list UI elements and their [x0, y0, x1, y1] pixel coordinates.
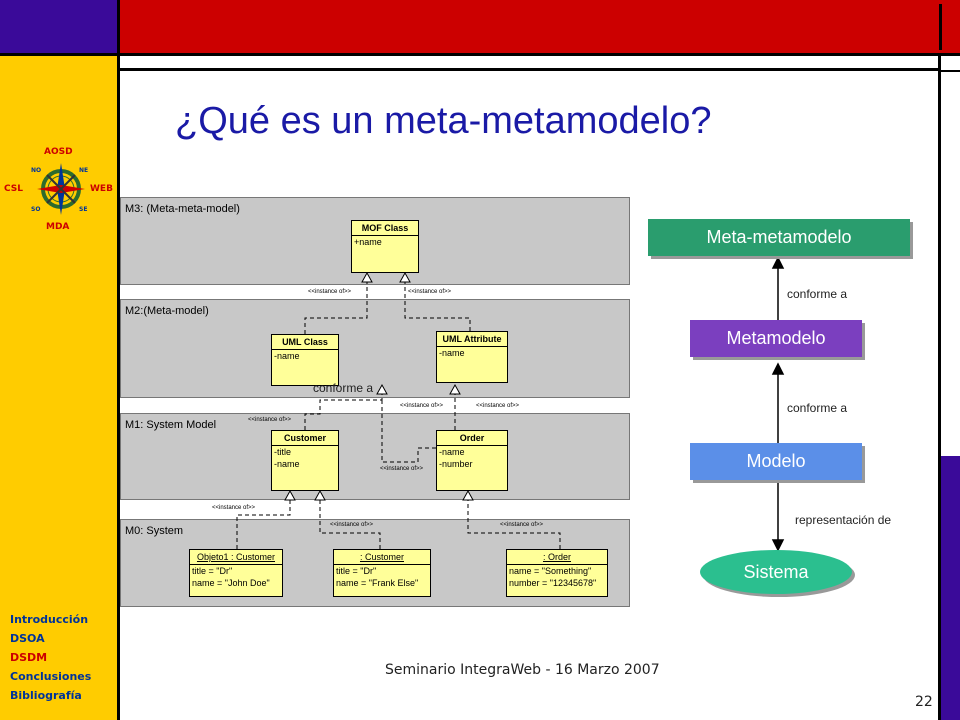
modelo-box: Modelo	[690, 443, 862, 480]
logo-top: AOSD	[44, 147, 73, 157]
layer-m2-label: M2:(Meta-model)	[125, 305, 209, 317]
conforme-overlay-label: conforme a	[313, 381, 374, 395]
logo-ne: NE	[79, 167, 89, 174]
instance-of-label: <<instance of>>	[400, 403, 444, 409]
meta-metamodelo-box: Meta-metamodelo	[648, 219, 910, 256]
object3-attr: name = "Something"	[509, 566, 592, 576]
nav-item-introduccion[interactable]: Introducción	[10, 613, 89, 626]
conforme-a-label: conforme a	[787, 401, 848, 415]
instance-of-label: <<instance of>>	[308, 289, 352, 295]
layer-m1-label: M1: System Model	[125, 419, 217, 431]
uml-attribute-attr: -name	[439, 348, 465, 358]
layer-m3-label: M3: (Meta-meta-model)	[125, 203, 240, 215]
nav-item-dsdm[interactable]: DSDM	[10, 651, 48, 664]
customer-attr: -name	[274, 459, 300, 469]
customer-attr: -title	[274, 447, 292, 457]
uml-attribute-name: UML Attribute	[437, 332, 507, 347]
object1-attr: title = "Dr"	[192, 566, 233, 576]
order-name: Order	[437, 431, 507, 446]
nav-item-dsoa[interactable]: DSOA	[10, 632, 45, 645]
nav-item-bibliografia[interactable]: Bibliografía	[10, 689, 82, 702]
page-title: ¿Qué es un meta-metamodelo?	[175, 100, 712, 142]
instance-of-label: <<instance of>>	[248, 417, 292, 423]
layer-m0-label: M0: System	[125, 525, 184, 537]
logo-bottom: MDA	[46, 222, 70, 232]
sistema-ellipse: Sistema	[700, 550, 852, 594]
uml-class-name: UML Class	[272, 335, 338, 350]
object1-attr: name = "John Doe"	[192, 578, 270, 588]
object2-name: : Customer	[334, 550, 430, 565]
object2-attr: name = "Frank Else"	[336, 578, 419, 588]
logo-se: SE	[79, 206, 88, 213]
object2-attr: title = "Dr"	[336, 566, 377, 576]
page-number: 22	[915, 694, 933, 710]
instance-of-label: <<instance of>>	[476, 403, 520, 409]
instance-of-label: <<instance of>>	[500, 522, 544, 528]
representacion-label: representación de	[795, 513, 892, 527]
logo-so: SO	[31, 206, 41, 213]
instance-of-label: <<instance of>>	[380, 466, 424, 472]
footer-text: Seminario IntegraWeb - 16 Marzo 2007	[385, 662, 660, 678]
uml-class-attr: -name	[274, 351, 300, 361]
order-attr: -number	[439, 459, 473, 469]
object1-name: Objeto1 : Customer	[190, 550, 282, 565]
instance-of-label: <<instance of>>	[330, 522, 374, 528]
instance-of-label: <<instance of>>	[408, 289, 452, 295]
object3-name: : Order	[507, 550, 607, 565]
mof-class-attr: +name	[354, 237, 382, 247]
object3-attr: number = "12345678"	[509, 578, 597, 588]
logo-left: CSL	[4, 184, 23, 194]
logo-no: NO	[31, 167, 42, 174]
conforme-a-label: conforme a	[787, 287, 848, 301]
logo-right: WEB	[90, 184, 113, 194]
nav-item-conclusiones[interactable]: Conclusiones	[10, 670, 92, 683]
order-attr: -name	[439, 447, 465, 457]
metamodelo-box: Metamodelo	[690, 320, 862, 357]
mof-class-name: MOF Class	[352, 221, 418, 236]
customer-name: Customer	[272, 431, 338, 446]
instance-of-label: <<instance of>>	[212, 505, 256, 511]
